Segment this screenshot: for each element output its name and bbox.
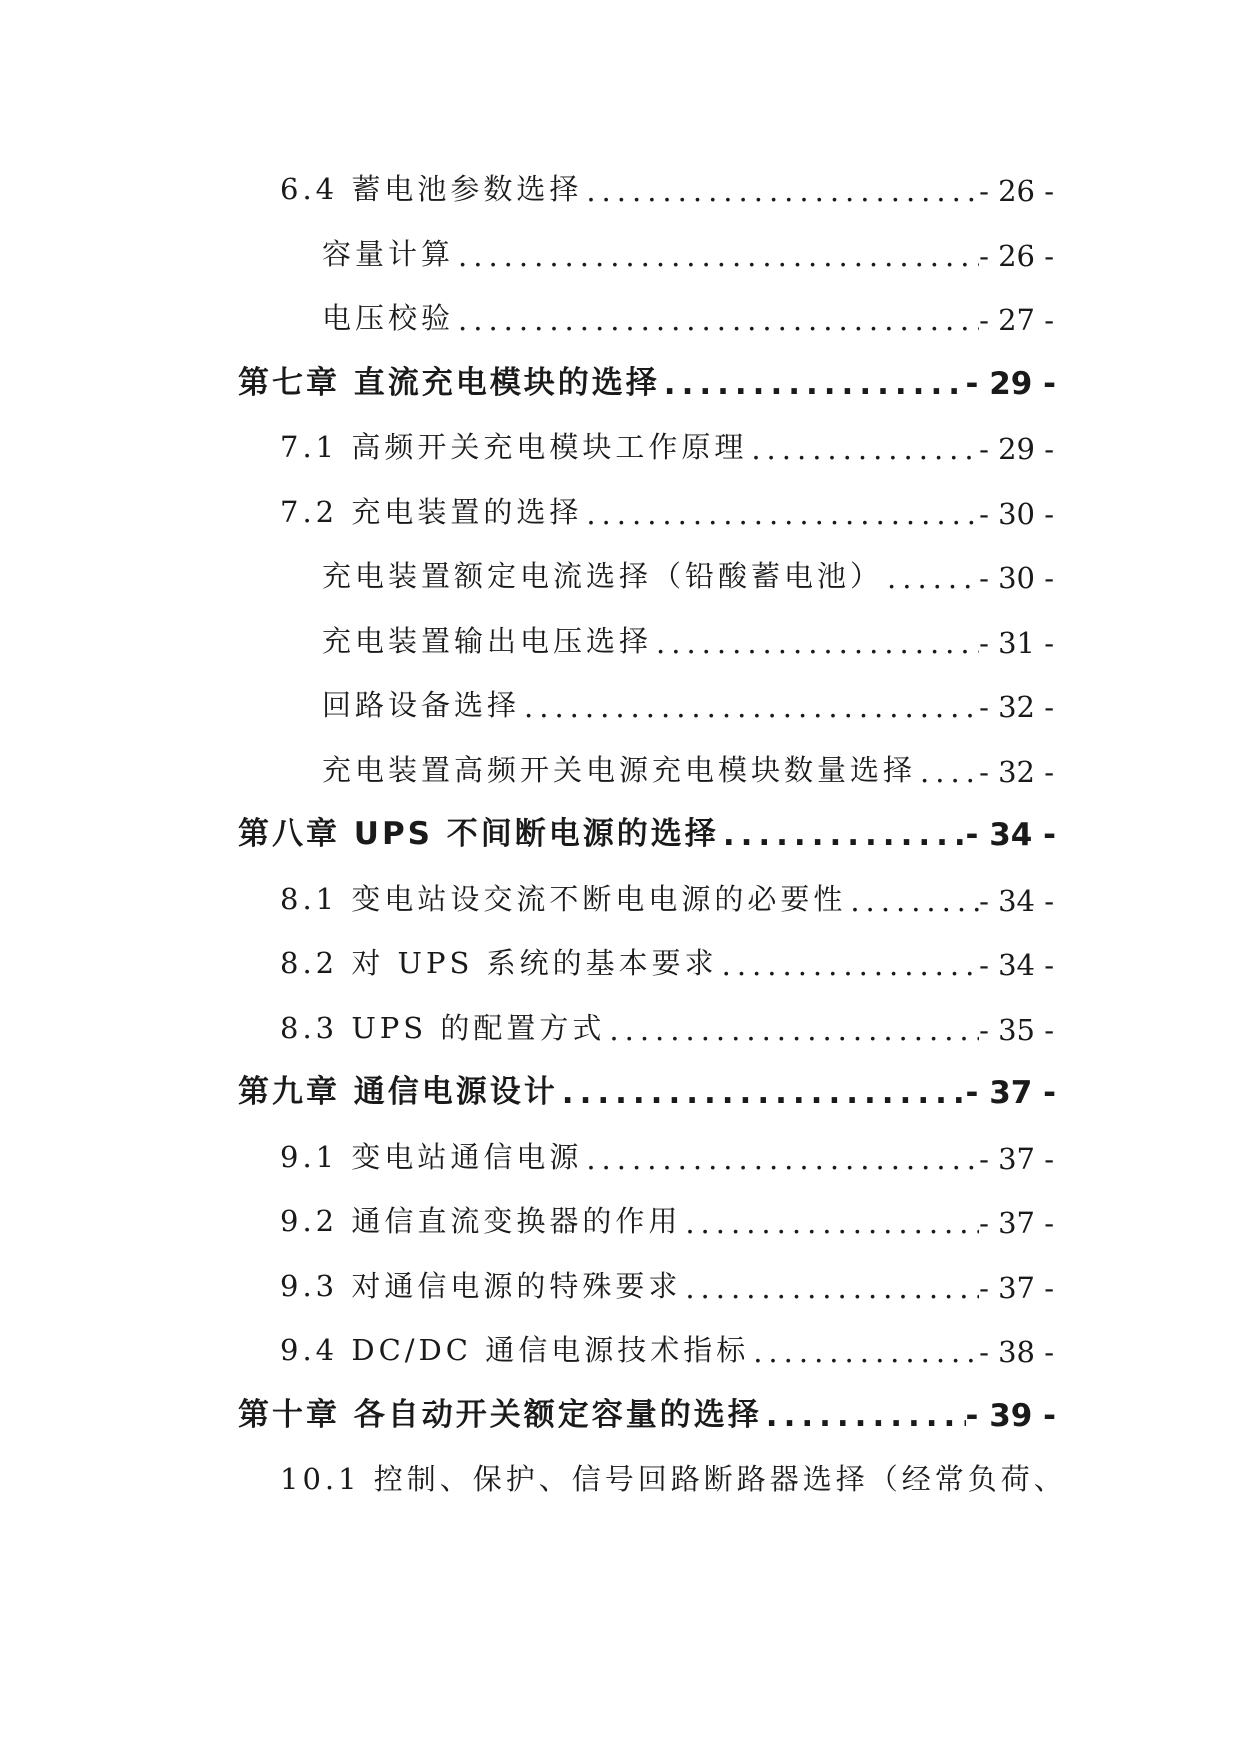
toc-entry-title: 回路设备选择 bbox=[322, 688, 521, 722]
toc-entry-page: - 37 - bbox=[965, 1075, 1056, 1111]
toc-entry-page: - 34 - bbox=[979, 884, 1054, 918]
toc-entry-title: 7.1 高频开关充电模块工作原理 bbox=[280, 430, 748, 464]
toc-entry-page: - 32 - bbox=[979, 690, 1054, 724]
toc-entry[interactable] bbox=[0, 932, 1241, 982]
toc-entry-title: 10.1 控制、保护、信号回路断路器选择（经常负荷、 bbox=[280, 1462, 1067, 1496]
toc-entry[interactable] bbox=[0, 545, 1241, 595]
toc-entry-title: 容量计算 bbox=[322, 237, 455, 271]
toc-entry-title: 9.1 变电站通信电源 bbox=[280, 1140, 583, 1174]
toc-entry-page: - 38 - bbox=[979, 1335, 1054, 1369]
toc-entry-page: - 30 - bbox=[979, 561, 1054, 595]
toc-leader-dots bbox=[458, 239, 979, 273]
toc-leader-dots bbox=[609, 1013, 979, 1047]
toc-entry-page: - 34 - bbox=[979, 948, 1054, 982]
toc-entry[interactable] bbox=[0, 1126, 1241, 1176]
toc-entry[interactable] bbox=[0, 481, 1241, 531]
toc-entry-title: 6.4 蓄电池参数选择 bbox=[280, 172, 583, 206]
toc-leader-dots bbox=[722, 948, 979, 982]
toc-entry[interactable] bbox=[0, 1190, 1241, 1240]
toc-entry-title: 第八章 UPS 不间断电源的选择 bbox=[238, 816, 719, 852]
toc-leader-dots bbox=[685, 1206, 979, 1240]
toc-entry-title: 8.1 变电站设交流不断电电源的必要性 bbox=[280, 882, 847, 916]
toc-entry-title: 9.4 DC/DC 通信电源技术指标 bbox=[280, 1333, 750, 1367]
toc-entry[interactable] bbox=[0, 739, 1241, 789]
toc-entry-title: 充电装置高频开关电源充电模块数量选择 bbox=[322, 753, 917, 787]
toc-entry[interactable] bbox=[0, 1255, 1241, 1305]
toc-entry-title: 第十章 各自动开关额定容量的选择 bbox=[238, 1397, 762, 1433]
toc-leader-dots bbox=[664, 366, 966, 402]
toc-chapter-entry[interactable] bbox=[0, 1061, 1241, 1111]
toc-leader-dots bbox=[586, 497, 979, 531]
toc-entry-page: - 31 - bbox=[979, 626, 1054, 660]
toc-entry-page: - 39 - bbox=[965, 1398, 1056, 1434]
toc-leader-dots bbox=[920, 755, 979, 789]
toc-entry-page: - 32 - bbox=[979, 755, 1054, 789]
toc-entry[interactable] bbox=[0, 223, 1241, 273]
toc-leader-dots bbox=[751, 432, 979, 466]
toc-entry-page: - 34 - bbox=[965, 817, 1056, 853]
toc-entry-page: - 26 - bbox=[979, 174, 1054, 208]
toc-entry-title: 8.3 UPS 的配置方式 bbox=[280, 1011, 606, 1045]
toc-leader-dots bbox=[753, 1335, 979, 1369]
toc-entry-title: 充电装置额定电流选择（铅酸蓄电池） bbox=[322, 559, 884, 593]
toc-entry-page: - 35 - bbox=[979, 1013, 1054, 1047]
toc-entry-page: - 37 - bbox=[979, 1142, 1054, 1176]
toc-entry[interactable] bbox=[0, 674, 1241, 724]
toc-entry-title: 9.3 对通信电源的特殊要求 bbox=[280, 1269, 682, 1303]
toc-entry-title: 第七章 直流充电模块的选择 bbox=[238, 365, 660, 401]
toc-leader-dots bbox=[850, 884, 979, 918]
toc-entry-title: 8.2 对 UPS 系统的基本要求 bbox=[280, 946, 718, 980]
toc-entry-title: 9.2 通信直流变换器的作用 bbox=[280, 1204, 682, 1238]
toc-entry-page: - 37 - bbox=[979, 1271, 1054, 1305]
toc-entry[interactable] bbox=[0, 1319, 1241, 1369]
toc-entry-page: - 26 - bbox=[979, 239, 1054, 273]
toc-entry-page: - 37 - bbox=[979, 1206, 1054, 1240]
toc-leader-dots bbox=[766, 1398, 966, 1434]
toc-entry-page: - 29 - bbox=[979, 432, 1054, 466]
toc-entry-page: - 27 - bbox=[979, 303, 1054, 337]
toc-entry-title: 7.2 充电装置的选择 bbox=[280, 495, 583, 529]
toc-leader-dots bbox=[656, 626, 979, 660]
toc-leader-dots bbox=[586, 174, 979, 208]
toc-entry[interactable] bbox=[0, 158, 1241, 208]
toc-leader-dots bbox=[562, 1075, 966, 1111]
toc-entry[interactable] bbox=[0, 416, 1241, 466]
toc-entry-title: 第九章 通信电源设计 bbox=[238, 1074, 558, 1110]
toc-entry[interactable] bbox=[0, 287, 1241, 337]
toc-chapter-entry[interactable] bbox=[0, 352, 1241, 402]
toc-leader-dots bbox=[723, 817, 966, 853]
toc-entry-page: - 29 - bbox=[965, 366, 1056, 402]
toc-leader-dots bbox=[586, 1142, 979, 1176]
toc-leader-dots bbox=[458, 303, 979, 337]
toc-entry[interactable] bbox=[0, 1448, 1241, 1498]
toc-chapter-entry[interactable] bbox=[0, 803, 1241, 853]
toc-entry[interactable] bbox=[0, 610, 1241, 660]
toc-leader-dots bbox=[887, 561, 979, 595]
toc-leader-dots bbox=[685, 1271, 979, 1305]
toc-leader-dots bbox=[524, 690, 979, 724]
toc-entry[interactable] bbox=[0, 868, 1241, 918]
toc-entry-page: - 30 - bbox=[979, 497, 1054, 531]
toc-chapter-entry[interactable] bbox=[0, 1384, 1241, 1434]
toc-entry-title: 电压校验 bbox=[322, 301, 455, 335]
toc-entry-title: 充电装置输出电压选择 bbox=[322, 624, 653, 658]
toc-entry[interactable] bbox=[0, 997, 1241, 1047]
